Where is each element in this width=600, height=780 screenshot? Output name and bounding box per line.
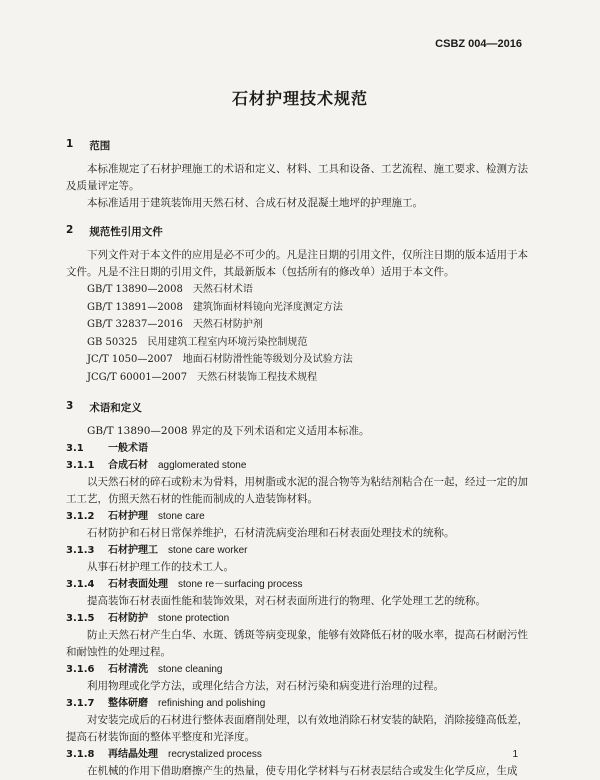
section-2-heading bbox=[66, 224, 534, 239]
term-chinese: 石材护理 bbox=[108, 511, 148, 522]
document-title: 石材护理技术规范 bbox=[231, 89, 368, 108]
subsection-title: 一般术语 bbox=[108, 443, 148, 454]
term-number: 3.1.5 bbox=[66, 613, 95, 624]
term-english: stone care bbox=[158, 511, 205, 522]
term-english: stone cleaning bbox=[158, 664, 223, 675]
document-body bbox=[66, 138, 534, 780]
term-number: 3.1.4 bbox=[66, 579, 95, 590]
term-number: 3.1.7 bbox=[66, 698, 95, 709]
reference-item: GB/T 13891—2008 建筑饰面材料镜向光泽度测定方法 bbox=[87, 301, 343, 313]
term-heading bbox=[66, 610, 534, 627]
section-title: 范围 bbox=[89, 140, 111, 152]
term-chinese: 石材清洗 bbox=[108, 664, 148, 675]
term-definition: 防止天然石材产生白华、水斑、锈斑等病变现象，能够有效降低石材的吸水率，提高石材耐污性和耐蚀性的处理过程。 bbox=[66, 629, 528, 658]
term-number: 3.1.2 bbox=[66, 511, 95, 522]
term-heading bbox=[66, 661, 534, 678]
term-heading bbox=[66, 508, 534, 525]
term-chinese: 石材表面处理 bbox=[108, 579, 168, 590]
reference-item: JC/T 1050—2007 地面石材防滑性能等级划分及试验方法 bbox=[87, 354, 353, 365]
term-heading bbox=[66, 746, 534, 763]
section-3-intro: GB/T 13890—2008 界定的及下列术语和定义适用本标准。 bbox=[87, 425, 370, 437]
section-number: 1 bbox=[66, 138, 74, 150]
term-english: stone re－surfacing process bbox=[178, 579, 303, 590]
term-definition: 从事石材护理工作的技术工人。 bbox=[87, 561, 234, 573]
term-heading bbox=[66, 576, 534, 593]
term-english: stone protection bbox=[158, 613, 230, 624]
term-definition: 在机械的作用下借助磨擦产生的热量，使专用化学材料与石材表层结合或发生化学反应，生成 bbox=[87, 765, 518, 777]
term-chinese: 石材防护 bbox=[108, 613, 148, 624]
term-chinese: 合成石材 bbox=[108, 460, 148, 471]
section-2-paragraph-1: 下列文件对于本文件的应用是必不可少的。凡是注日期的引用文件，仅所注日期的版本适用于本文件。凡是不注日期的引用文件，其最新版本（包括所有的修改单）适用于本文件。 bbox=[66, 249, 528, 278]
term-english: agglomerated stone bbox=[158, 460, 247, 471]
term-heading bbox=[66, 457, 534, 474]
term-definition: 以天然石材的碎石或粉末为骨料，用树脂或水泥的混合物等为粘结剂粘合在一起，经过一定的加工工艺，仿照天然石材的性能而制成的人造装饰材料。 bbox=[66, 476, 528, 505]
reference-item: GB/T 13890—2008 天然石材术语 bbox=[87, 284, 253, 295]
section-3-heading bbox=[66, 400, 534, 415]
reference-item: GB/T 32837—2016 天然石材防护剂 bbox=[87, 319, 263, 330]
section-number: 3 bbox=[66, 400, 74, 412]
term-chinese: 再结晶处理 bbox=[108, 749, 158, 760]
term-english: refinishing and polishing bbox=[158, 698, 266, 709]
term-number: 3.1.8 bbox=[66, 749, 95, 760]
term-number: 3.1.6 bbox=[66, 664, 95, 675]
term-chinese: 整体研磨 bbox=[108, 698, 148, 709]
term-chinese: 石材护理工 bbox=[108, 545, 158, 556]
subsection-number: 3.1 bbox=[66, 443, 84, 454]
term-definition: 石材防护和石材日常保养维护，石材清洗病变治理和石材表面处理技术的统称。 bbox=[87, 527, 455, 539]
section-title: 术语和定义 bbox=[89, 402, 142, 414]
section-title: 规范性引用文件 bbox=[89, 226, 163, 238]
document-code: CSBZ 004—2016 bbox=[435, 38, 522, 50]
page-number: 1 bbox=[512, 749, 518, 760]
general-terms-heading bbox=[66, 440, 534, 457]
term-definition: 提高装饰石材表面性能和装饰效果，对石材表面所进行的物理、化学处理工艺的统称。 bbox=[87, 595, 486, 607]
term-english: stone care worker bbox=[168, 545, 248, 556]
term-number: 3.1.1 bbox=[66, 460, 95, 471]
section-1-paragraph-2: 本标准适用于建筑装饰用天然石材、合成石材及混凝土地坪的护理施工。 bbox=[87, 197, 423, 209]
section-1-heading bbox=[66, 138, 534, 153]
term-heading bbox=[66, 542, 534, 559]
reference-item: JCG/T 60001—2007 天然石材装饰工程技术规程 bbox=[87, 371, 318, 383]
term-number: 3.1.3 bbox=[66, 545, 95, 556]
term-english: recrystalized process bbox=[168, 749, 262, 760]
term-definition: 对安装完成后的石材进行整体表面磨削处理，以有效地消除石材安装的缺陷，消除接缝高低差，提高石材装饰面的整体平整度和光泽度。 bbox=[66, 714, 528, 743]
section-number: 2 bbox=[66, 224, 74, 236]
reference-item: GB 50325 民用建筑工程室内环境污染控制规范 bbox=[87, 336, 308, 348]
term-heading bbox=[66, 695, 534, 712]
term-definition: 利用物理或化学方法，或理化结合方法，对石材污染和病变进行治理的过程。 bbox=[87, 680, 444, 692]
section-1-paragraph-1: 本标准规定了石材护理施工的术语和定义、材料、工具和设备、工艺流程、施工要求、检测方法及质量评定等。 bbox=[66, 163, 528, 192]
